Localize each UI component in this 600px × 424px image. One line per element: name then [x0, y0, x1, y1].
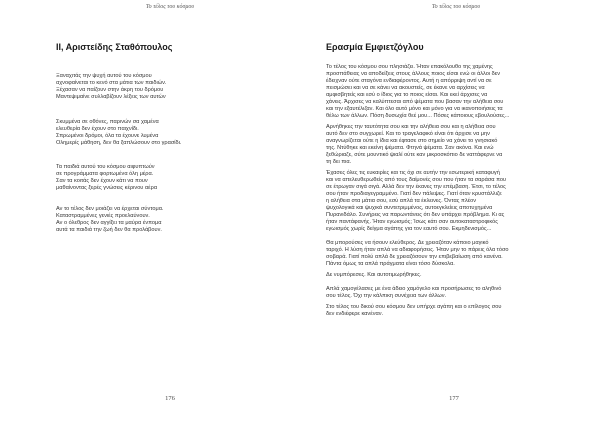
text-line: προσπάθειας να αποδείξεις στους άλλους ποιος είσαι ενώ οι άλλοι δεν — [326, 71, 501, 77]
text-line: αναγνωρίζεται ούτε η ίδια και έφτασε στο σημείο να χάνει το γνησιακό — [326, 138, 498, 144]
text-line: αμφισβητείς και εσύ ο ίδιος για το ποιος είσαι. Και εκεί άρχισες να — [326, 92, 488, 98]
text-line: Ολημερίς μάθηση, δεν θα ξαπλώσουν στο γρασίδι. — [56, 140, 182, 146]
text-line: της. Ντύθηκε και εκείνη ψέματα. Φτηνά ψέματα. Σαν ακόνα. Και ενώ — [326, 145, 494, 151]
text-line: τη δει πια. — [326, 159, 352, 165]
text-line: σου τέλος. Όχι την κάλπικη συνέχεια των άλλων. — [326, 293, 447, 299]
text-line: δεν ενδιέφερε κανέναν. — [326, 311, 384, 317]
text-line: Σπρωμένοι δρόμοι, όλα τα έχουνε λυμένα — [56, 133, 159, 139]
running-head: Το τέλος του κόσμου — [431, 4, 481, 10]
text-line: πεισμώσει και να σε κάνει να ακουστείς, σε έκανε να αρχίσεις να — [326, 85, 485, 91]
text-line: σε προγράμματα φορτωμένα όλη μέρα. — [56, 171, 154, 177]
text-line: και την εξαυτέλιζαν. Και όλο αυτό μόνο και μόνο για να ικανοποιήσεις τα — [326, 106, 503, 112]
text-line: θέλω των άλλων. Πόση δυσωχία θεέ μου... Πόσες κάποιους εβουλούσες... — [326, 113, 510, 119]
text-line: αυτά τα παιδιά την ζωή δεν θα προλάβουν. — [56, 227, 162, 233]
text-line: ήταν παντάφανής. Ήταν εγωισμός; Ίσως κάτι σαν αυτοκαταστροφικός — [326, 219, 498, 225]
right-page — [300, 0, 600, 424]
text-line: η αλήθεια στα μάτια σου, εσύ απλά τα έκλεινες. Όντας πλέον — [326, 198, 477, 204]
text-line: αχνοφαίνεται το κενό στα μάτια των παιδιών. — [56, 80, 167, 86]
text-line: σοβαρά. Γιατί πολύ απλά δε χρειαζόσουν την επιβεβαίωση από κανένα. — [326, 254, 503, 260]
text-line: Σκυμμένα σε οθόνες, παρινών σα χαμένα — [56, 119, 159, 125]
text-line: Καταστραμμένες γενιές προελαύνουν. — [56, 213, 150, 219]
text-line: Ξέχασαν να παίζουν στην άκρη του δρόμου — [56, 87, 164, 93]
text-line: Θα μπορούσες να ήσουν ελεύθερος. Δε χρειαζόταν κάποιο μαγικό — [326, 240, 489, 246]
text-line: σε έτρωγαν σιγά σιγά. Αλλά δεν την έκανες την επέμβαση. Έτσι, το τέλος — [326, 184, 506, 190]
text-line: Αρνήθηκες την ταυτότητα σου και την αλήθεια σου και η αλήθεια σου — [326, 124, 496, 130]
text-line: Το τέλος του κόσμου σου πλησιάζει. Ήταν επακόλουθο της χαμένης — [326, 64, 493, 70]
text-line: Απλά χαμογέλασες με ένα άδειο χαμόγελο και προσήρωσες το αληθινό — [326, 286, 502, 292]
text-line: έδειχναν ούτε σταγόνα ενδιαφέροντος. Αυτή η απόρριψη αντί να σε — [326, 78, 492, 84]
text-line: αυτό δεν στο συγχωρεί. Και το τραγελαφικό είναι ότι άρχισε να μην — [326, 131, 490, 137]
text-line: σου ήταν προδιαγεγραμμένο. Γιατί δεν πάλεψες. Γιατί όταν κρυστάλλιζε — [326, 191, 502, 197]
page-number: 176 — [165, 395, 175, 402]
text-line: Έχασες όλες τις ευκαιρίες και τις όχι σε αυτήν την εσωτερική καταφυγή — [326, 170, 500, 176]
text-line: ξεθώριαζε, σύτε μουντικό ψιαλί ούτε καν μικροσκόπιο δε ναττάφερνε να — [326, 152, 503, 158]
chapter-title: ΙΙ, Αριστείδης Σταθόπουλος — [56, 42, 173, 52]
text-line: μαθαίνοντας ξερές γνώσεις κέρινου αέρα — [56, 185, 158, 191]
text-line: ψυχολογικά και ψυχικά συντετριμμένος, αυτοεγκλείεις αποτυχημένα — [326, 205, 493, 211]
text-line: Δε νυμπόρεσες. Και αυτοτιμωρήθηκες. — [326, 272, 422, 278]
text-line: Στο τέλος του δικού σου κόσμου δεν υπήρχε αγάπη και ο επίλογος σου — [326, 304, 502, 310]
text-line: Αν το τέλος δεν μοιάζει να έρχεται σύντομα. — [56, 206, 164, 212]
text-line: Μαντεψιμαίνε συλλαβίζουν λέξεις των αυτών — [56, 94, 166, 100]
page-number: 177 — [449, 395, 459, 402]
text-line: Ξαναχιτάς την ψυχή αυτού του κόσμου — [56, 73, 152, 79]
text-line: Πάντα όμως τα απλά πράγματα είναι τόσο δύσκολα. — [326, 261, 455, 267]
text-line: ταριχό. Η λύση ήταν απλά να αδιαφορήσεις. Ήταν μην το πάρεις όλα τόσο — [326, 247, 509, 253]
text-line: και να απελευθερωθείς από τους δαίμονές σου που ήταν τα σαράσα που — [326, 177, 507, 183]
text-line: ελευθερία δεν έχουν στο παιχνίδι. — [56, 126, 139, 132]
chapter-title: Ερασμία Εμφιετζόγλου — [326, 42, 424, 52]
text-line: χάνεις. Άρχισες να καλύπτεσαι από ψέματα που βασαν την αλήθεια σου — [326, 99, 504, 105]
text-line: Σαν τα κοιτάς δεν έχουν κάτι να πουν — [56, 178, 148, 184]
text-line: Πυρανιδάλο. Συνήρεις να παρωντάνεις ότι δεν υπάρχει πρόβλημα. Κι ας — [326, 212, 505, 218]
text-line: εγωισμός χωρίς δείγμα αγάπης για τον εαυτό σου. Εκμηδενισμός... — [326, 226, 492, 232]
text-line: Τα παιδιά αυτού του κόσμου αιφυπτωύν — [56, 164, 155, 170]
running-head: Το τέλος του κόσμου — [145, 4, 195, 10]
text-line: Αν ο όλεθρος δεν αγγίξει τα μαύρα ένπομα — [56, 220, 162, 226]
